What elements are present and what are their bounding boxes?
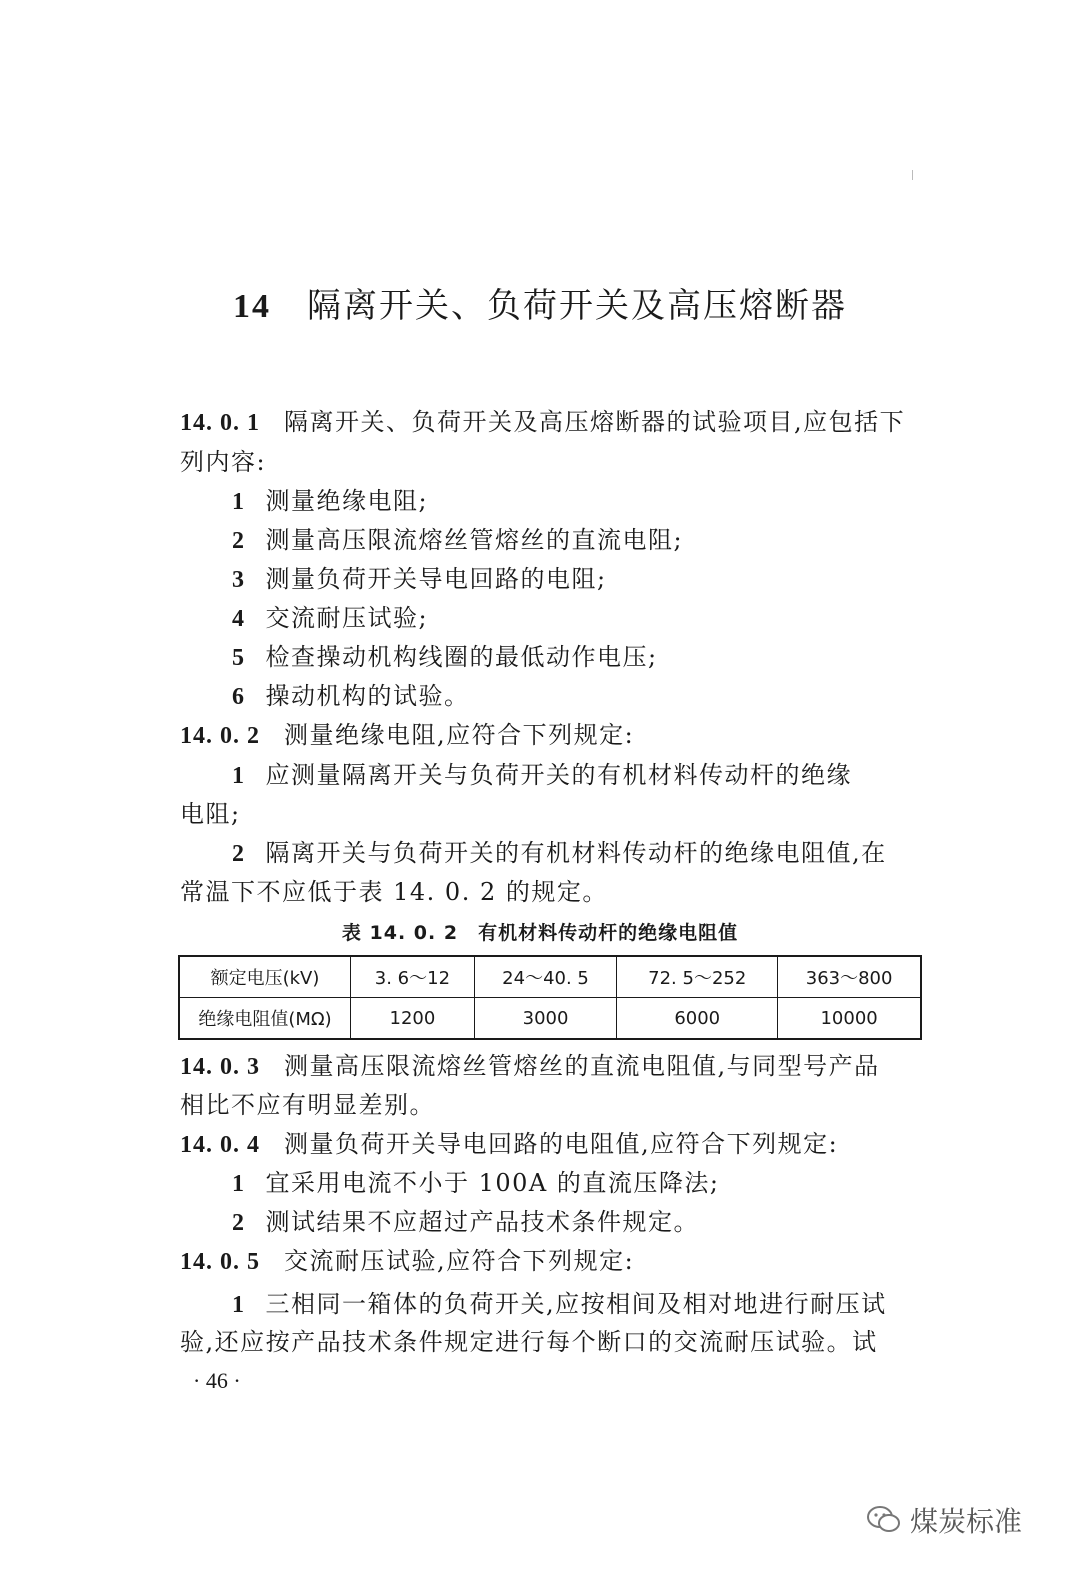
clause-text-continued: 相比不应有明显差别。: [180, 1091, 435, 1119]
row-header: 额定电压(kV): [179, 956, 351, 998]
list-item: [232, 837, 977, 870]
list-item: [232, 563, 977, 596]
item-number: 1: [232, 1171, 246, 1197]
clause-number: 14. 0. 2: [180, 723, 260, 749]
item-number: 6: [232, 684, 246, 710]
item-text: 宜采用电流不小于 100A 的直流压降法;: [265, 1169, 720, 1197]
table-cell: 24～40. 5: [474, 956, 616, 998]
clause-text: 测量绝缘电阻,应符合下列规定:: [284, 721, 635, 749]
item-text: 测试结果不应超过产品技术条件规定。: [265, 1208, 699, 1236]
clause-text: 测量高压限流熔丝管熔丝的直流电阻值,与同型号产品: [284, 1052, 880, 1080]
scan-mark: [912, 170, 913, 180]
list-item: [232, 524, 977, 557]
table-cell: 72. 5～252: [617, 956, 778, 998]
clause-number: 14. 0. 1: [180, 410, 260, 436]
table-cell: 3000: [474, 998, 616, 1040]
item-text: 隔离开关与负荷开关的有机材料传动杆的绝缘电阻值,在: [265, 839, 887, 867]
clause-text: 隔离开关、负荷开关及高压熔断器的试验项目,应包括下: [284, 408, 906, 436]
table-cell: 6000: [617, 998, 778, 1040]
table-cell: 363～800: [778, 956, 921, 998]
item-number: 1: [232, 1292, 246, 1318]
page-number: · 46 ·: [193, 1368, 241, 1393]
item-text-continued: 电阻;: [180, 800, 241, 828]
item-text-continued: 常温下不应低于表 14. 0. 2 的规定。: [180, 878, 608, 906]
item-text: 测量高压限流熔丝管熔丝的直流电阻;: [265, 526, 684, 554]
clause-number: 14. 0. 4: [180, 1132, 260, 1158]
clause-14-0-2: [180, 719, 925, 752]
clause-text: 交流耐压试验,应符合下列规定:: [284, 1247, 635, 1275]
item-number: 2: [232, 1210, 246, 1236]
clause-text-continued: 列内容:: [180, 448, 267, 476]
clause-14-0-4: [180, 1128, 925, 1161]
table-cell: 3. 6～12: [351, 956, 475, 998]
table-cell: 10000: [778, 998, 921, 1040]
table-caption: 表 14. 0. 2 有机材料传动杆的绝缘电阻值: [341, 922, 739, 944]
item-text: 测量绝缘电阻;: [265, 487, 429, 515]
item-number: 3: [232, 567, 246, 593]
list-item: [232, 759, 977, 792]
item-text: 检查操动机构线圈的最低动作电压;: [265, 643, 658, 671]
item-number: 1: [232, 763, 246, 789]
item-text: 应测量隔离开关与负荷开关的有机材料传动杆的绝缘: [265, 761, 852, 789]
wechat-icon: [866, 1505, 902, 1535]
table-cell: 1200: [351, 998, 475, 1040]
item-text: 测量负荷开关导电回路的电阻;: [265, 565, 607, 593]
list-item: [232, 1167, 977, 1200]
row-header: 绝缘电阻值(MΩ): [179, 998, 351, 1040]
item-number: 4: [232, 606, 246, 632]
list-item: [232, 641, 977, 674]
table-row: [179, 998, 921, 1040]
list-item: [232, 602, 977, 635]
clause-number: 14. 0. 5: [180, 1249, 260, 1275]
item-text-continued: 验,还应按产品技术条件规定进行每个断口的交流耐压试验。试: [180, 1328, 878, 1356]
chapter-number: 14: [233, 288, 271, 325]
item-text: 交流耐压试验;: [265, 604, 429, 632]
table-row: [179, 956, 921, 998]
item-number: 5: [232, 645, 246, 671]
chapter-name: 隔离开关、负荷开关及高压熔断器: [307, 286, 847, 326]
clause-14-0-1: [180, 406, 925, 439]
item-text: 三相同一箱体的负荷开关,应按相间及相对地进行耐压试: [265, 1290, 887, 1318]
list-item: [232, 1288, 977, 1321]
watermark-text: 煤炭标准: [910, 1505, 1023, 1538]
clause-number: 14. 0. 3: [180, 1054, 260, 1080]
chapter-title: [0, 278, 1080, 327]
list-item: [232, 485, 977, 518]
clause-text: 测量负荷开关导电回路的电阻值,应符合下列规定:: [284, 1130, 839, 1158]
clause-14-0-5: [180, 1245, 925, 1278]
item-number: 2: [232, 841, 246, 867]
item-text: 操动机构的试验。: [265, 682, 470, 710]
list-item: [232, 680, 977, 713]
list-item: [232, 1206, 977, 1239]
item-number: 1: [232, 489, 246, 515]
item-number: 2: [232, 528, 246, 554]
resistance-table: [178, 955, 922, 1040]
watermark: [866, 1500, 1022, 1540]
clause-14-0-3: [180, 1050, 925, 1083]
